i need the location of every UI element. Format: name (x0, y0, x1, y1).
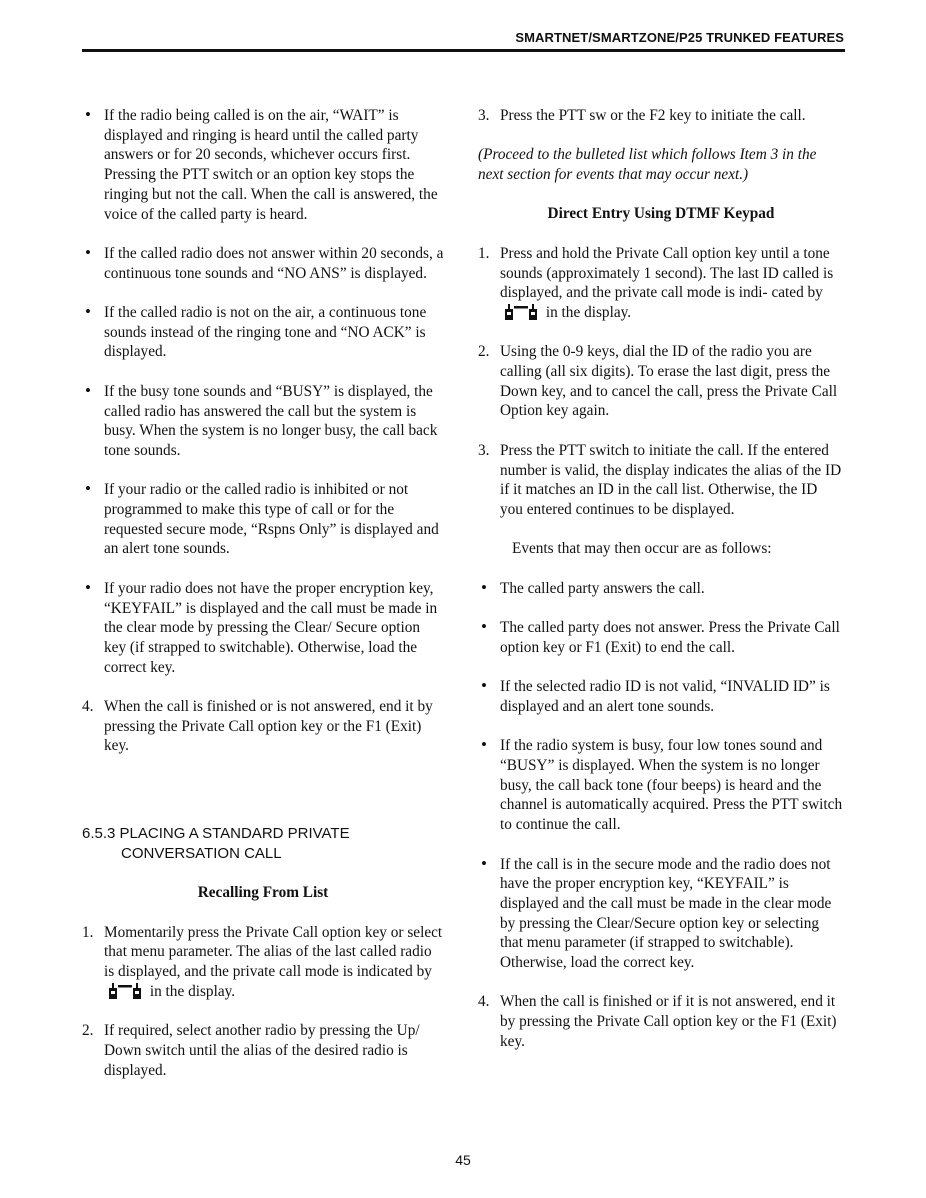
step-number: 4. (478, 993, 490, 1011)
list-item: • If the busy tone sounds and “BUSY” is displayed, the called radio has answered the call but the system is busy. When the system is no longer busy, the call back tone sounds. (82, 382, 444, 461)
section-title-line1: PLACING A STANDARD PRIVATE (119, 825, 350, 843)
step-text: Momentarily press the Private Call option key or select that menu parameter. The alias of the last called radio is displayed, and the private call mode is indicated by (104, 923, 443, 980)
left-column (82, 106, 444, 1080)
list-item: • The called party answers the call. (478, 579, 844, 599)
step-text-end: in the display. (545, 303, 632, 321)
list-item: • If your radio or the called radio is inhibited or not programmed to make this type of call or for the requested secure mode, “Rspns Only” is displayed and an alert tone sounds. (82, 480, 444, 559)
step-text: When the call is finished or is not answered, end it by pressing the Private Call option key or the F1 (Exit) key. (104, 698, 433, 755)
step-text: Press and hold the Private Call option key until a tone sounds (approximately 1 second). The last ID called is displayed, and the private call mode is indi- cated by (500, 244, 834, 302)
page-header-title: SMARTNET/SMARTZONE/P25 TRUNKED FEATURES (515, 30, 844, 45)
right-column (478, 106, 844, 1052)
subheading-recalling-from-list: Recalling From List (197, 884, 329, 902)
step-item (478, 244, 844, 323)
list-item: • If the radio being called is on the air, “WAIT” is displayed and ringing is heard until the called party answers or for 20 seconds, whichever occurs first. Pressing the PTT switch or an option key stops the ringing but not the call. When the call is answered, the voice of the called party is heard. (82, 106, 444, 224)
step-number: 3. (478, 107, 490, 124)
list-item: • If the selected radio ID is not valid, “INVALID ID” is displayed and an alert tone sounds. (478, 677, 844, 716)
step-item (82, 923, 444, 1002)
step-text: When the call is finished or if it is not answered, end it by pressing the Private Call option key or the F1 (Exit) key. (500, 993, 837, 1050)
subheading-direct-entry: Direct Entry Using DTMF Keypad (547, 205, 775, 223)
section-heading (82, 824, 444, 863)
section-title-line2: CONVERSATION CALL (121, 844, 282, 862)
step-number: 2. (478, 343, 490, 361)
private-call-icon (107, 982, 143, 1000)
step-text: If required, select another radio by pressing the Up/ Down switch until the alias of the desired radio is displayed. (104, 1022, 420, 1079)
header-rule (82, 49, 845, 52)
step-item (82, 1021, 444, 1080)
list-item: • The called party does not answer. Press the Private Call option key or F1 (Exit) to end the call. (478, 618, 844, 657)
list-item: • If the radio system is busy, four low tones sound and “BUSY” is displayed. When the system is no longer busy, the call back tone (four beeps) is heard and the channel is automatically acquired. Press the PTT switch to continue the call. (478, 736, 844, 835)
step-number: 1. (82, 923, 94, 941)
list-item: • If the call is in the secure mode and the radio does not have the proper encryption key, “KEYFAIL” is displayed and the call must be made in the clear mode by pressing the Clear/Secure option key or selecting that menu parameter (if strapped to switchable). Otherwise, load the correct key. (478, 855, 844, 973)
page-number: 45 (455, 1152, 471, 1168)
section-number: 6.5.3 (82, 825, 116, 843)
step-item (478, 106, 844, 126)
step-item (478, 342, 844, 421)
italic-note: (Proceed to the bulleted list which follows Item 3 in the next section for events that may occur next.) (478, 146, 817, 184)
private-call-icon (503, 303, 539, 321)
step-number: 3. (478, 441, 490, 459)
events-intro: Events that may then occur are as follows: (512, 540, 772, 558)
step-number: 2. (82, 1022, 94, 1040)
step-item (478, 441, 844, 520)
step-number: 1. (478, 244, 490, 262)
step-text: Press the PTT switch to initiate the call. If the entered number is valid, the display indicates the alias of the ID if it matches an ID in the call list. Otherwise, the ID you entered continues to be displayed. (500, 441, 842, 518)
step-number: 4. (82, 698, 94, 715)
step-text-end: in the display. (149, 982, 236, 1000)
list-item: • If the called radio is not on the air, a continuous tone sounds instead of the ringing tone and “NO ACK” is displayed. (82, 303, 444, 362)
list-item: • If your radio does not have the proper encryption key, “KEYFAIL” is displayed and the call must be made in the clear mode by pressing the Clear/ Secure option key (if strapped to switchable). Otherwise, load the correct key. (82, 579, 444, 678)
list-item: • If the called radio does not answer within 20 seconds, a continuous tone sounds and “NO ANS” is displayed. (82, 244, 444, 283)
step-item (82, 697, 444, 756)
step-item (478, 992, 844, 1051)
step-text: Press the PTT sw or the F2 key to initiate the call. (500, 107, 806, 124)
step-text: Using the 0-9 keys, dial the ID of the radio you are calling (all six digits). To erase the last digit, press the Down key, and to cancel the call, press the Private Call Option key again. (500, 343, 838, 420)
